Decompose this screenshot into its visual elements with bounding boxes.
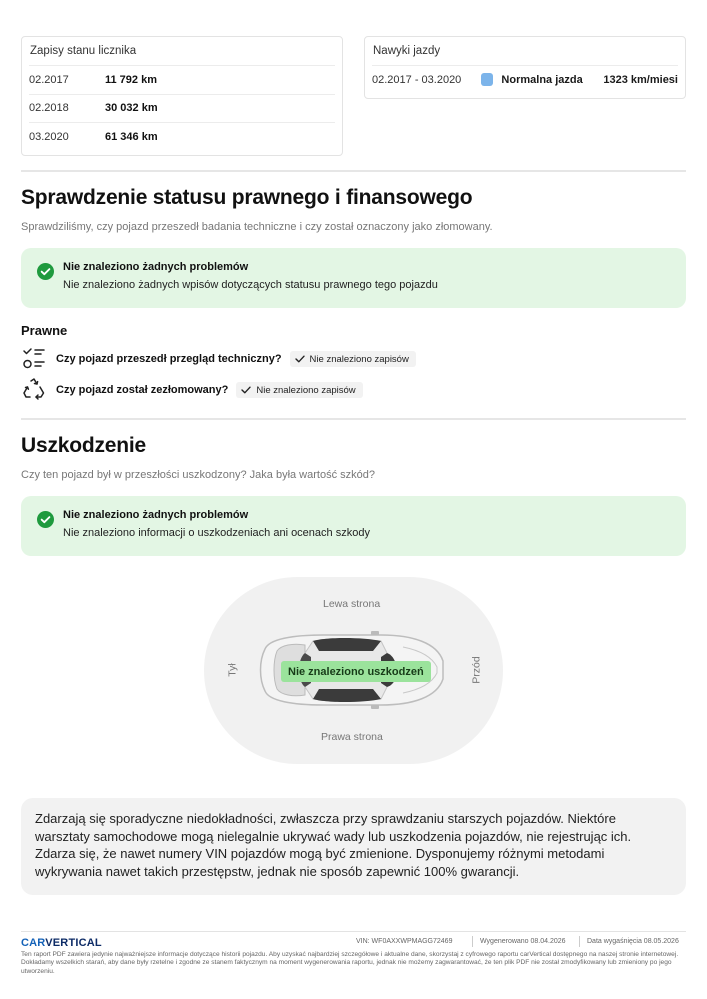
check-circle-icon xyxy=(37,263,54,280)
footer-fine-print: Ten raport PDF zawiera jedynie najważniejsze informacje dotyczące historii pojazdu. Aby uzyskać najbardziej szczegółowe i aktualne dane, skorzystaj z cyfrowego raportu carVertical dostępnego na naszej stronie internetowej. Dokładamy wszelkich starań, aby dane były rzetelne i zgodne ze stanem faktycznym na moment wygenerowania raportu, jednak nie możemy zagwarantować, że ten plik PDF nie został zmodyfikowany lub zmieniony po jego utworzeniu. xyxy=(21,951,679,975)
legal-section-subtitle: Sprawdziliśmy, czy pojazd przeszedł badania techniczne i czy został oznaczony jako złomowany. xyxy=(21,221,493,233)
recycle-icon xyxy=(21,377,47,403)
damage-status-title: Nie znaleziono żadnych problemów xyxy=(63,509,249,521)
checklist-icon xyxy=(21,346,47,372)
odometer-date: 02.2017 xyxy=(29,73,69,86)
carvertical-logo: CARVERTICAL xyxy=(21,937,102,949)
legal-section-title: Sprawdzenie statusu prawnego i finansowego xyxy=(21,186,473,209)
driving-label: Normalna jazda xyxy=(501,73,583,86)
legal-answer-pill xyxy=(236,382,362,398)
legal-status-text: Nie znaleziono żadnych wpisów dotyczących statusu prawnego tego pojazdu xyxy=(63,279,438,291)
odometer-date: 02.2018 xyxy=(29,102,69,115)
legal-question: Czy pojazd został zezłomowany? xyxy=(56,384,229,396)
driving-value: 1323 km/miesi xyxy=(603,73,678,86)
damage-status-text: Nie znaleziono informacji o uszkodzeniach ani ocenach szkody xyxy=(63,527,370,539)
legal-answer: Nie znaleziono zapisów xyxy=(256,384,356,396)
odometer-row xyxy=(29,65,335,94)
legal-item-scrapped xyxy=(21,377,363,403)
damage-section-title: Uszkodzenie xyxy=(21,434,146,457)
no-damage-badge: Nie znaleziono uszkodzeń xyxy=(281,661,431,682)
damage-section-subtitle: Czy ten pojazd był w przeszłości uszkodzony? Jaka była wartość szkód? xyxy=(21,469,375,481)
footer-generated: Wygenerowano 08.04.2026 xyxy=(480,938,566,945)
car-label-rear: Tył xyxy=(226,663,239,677)
car-label-left: Lewa strona xyxy=(323,598,381,610)
check-circle-icon xyxy=(37,511,54,528)
disclaimer-box: Zdarzają się sporadyczne niedokładności, zwłaszcza przy sprawdzaniu starszych pojazdów. Niektóre warsztaty samochodowe mogą nielegalnie ukrywać wady lub uszkodzenia pojazdów, nie rejestrując ich. Zdarza się, że nawet numery VIN pojazdów mogą być zmienione. Dysponujemy różnymi metodami wykrywania nawet takich przestępstw, jednak nie sposób zapewnić 100% gwarancji. xyxy=(21,798,686,895)
footer-separator xyxy=(579,936,580,947)
odometer-card xyxy=(21,36,343,156)
driving-habits-card xyxy=(364,36,686,99)
odometer-km: 30 032 km xyxy=(105,102,158,115)
footer-separator xyxy=(472,936,473,947)
legal-heading: Prawne xyxy=(21,323,68,338)
check-icon xyxy=(241,386,251,394)
legal-item-inspection xyxy=(21,346,416,372)
legal-status-title: Nie znaleziono żadnych problemów xyxy=(63,261,249,273)
legal-question: Czy pojazd przeszedł przegląd techniczny? xyxy=(56,353,282,365)
odometer-row xyxy=(29,94,335,123)
footer-divider xyxy=(21,931,686,932)
odometer-row xyxy=(29,122,335,151)
car-label-front: Przód xyxy=(470,656,483,684)
driving-habits-row xyxy=(372,65,678,94)
divider xyxy=(21,418,686,420)
odometer-km: 61 346 km xyxy=(105,130,158,143)
odometer-title: Zapisy stanu licznika xyxy=(30,45,137,57)
odometer-km: 11 792 km xyxy=(105,73,157,86)
damage-status-box xyxy=(21,496,686,556)
legal-status-box xyxy=(21,248,686,308)
driving-color-swatch xyxy=(481,73,493,86)
odometer-date: 03.2020 xyxy=(29,130,69,143)
legal-answer-pill xyxy=(290,351,416,367)
footer-expires: Data wygaśnięcia 08.05.2026 xyxy=(587,938,679,945)
car-label-right: Prawa strona xyxy=(321,731,383,743)
divider xyxy=(21,170,686,172)
legal-answer: Nie znaleziono zapisów xyxy=(309,353,409,365)
driving-date-range: 02.2017 - 03.2020 xyxy=(372,73,462,86)
check-icon xyxy=(295,355,305,363)
driving-habits-title: Nawyki jazdy xyxy=(373,45,441,57)
footer-vin: VIN: WF0AXXWPMAGG72469 xyxy=(356,938,453,945)
